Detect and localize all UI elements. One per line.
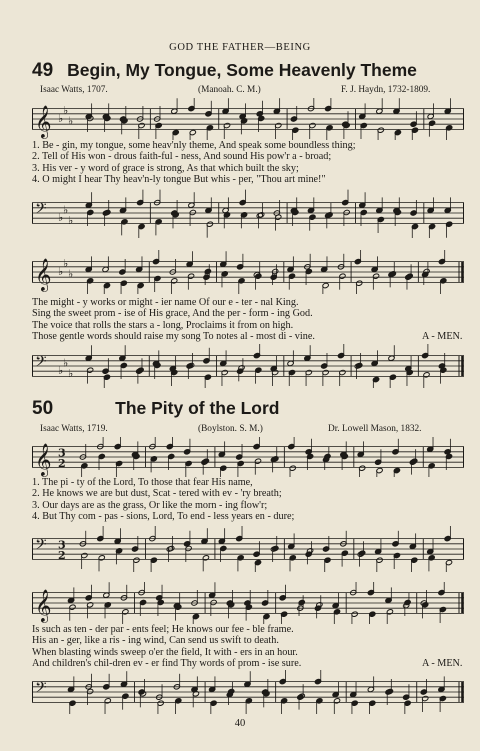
flat-icon: ♭ [58,265,64,278]
running-head: GOD THE FATHER—BEING [169,42,311,53]
flat-icon: ♭ [58,364,64,378]
author: Isaac Watts, 1707. [40,85,108,95]
treble-clef-icon: 𝄞 [35,588,52,622]
hymn-title [32,60,452,82]
verse-line-with-amen [32,658,464,669]
tune-name: (Manoah. C. M.) [198,85,261,95]
author: Isaac Watts, 1719. [40,424,108,434]
flat-icon: ♭ [63,203,69,217]
bass-clef-icon: 𝄢 [35,536,47,558]
verse-line: 3. Our days are as the grass, Or like the morn - ing flow'r; [32,499,268,511]
hymn-title-text: The Pity of the Lord [115,398,280,418]
flat-icon: ♭ [68,267,74,281]
verse-line: The might - y works or might - ier name Of our e - ter - nal King. [32,297,299,308]
music-staff [32,98,464,140]
verse-line: 3. His ver - y word of grace is strong, As that which built the sky; [32,162,299,174]
hymn-title [32,398,452,420]
lyrics-block [32,140,464,186]
lyrics-block [32,297,464,343]
time-signature-top: 3 [58,446,66,460]
time-signature-bottom: 2 [58,548,66,562]
flat-icon: ♭ [68,366,74,380]
verse-line: 2. He knows we are but dust, Scat - tered with ev - 'ry breath; [32,488,282,500]
hymn-number: 50 [32,398,54,419]
hymn-number: 49 [32,60,54,81]
composer: F. J. Haydn, 1732-1809. [341,85,431,95]
amen: A - MEN. [422,331,463,343]
hymn-title-text: Begin, My Tongue, Some Heavenly Theme [67,60,417,80]
verse-line: The voice that rolls the stars a - long, Proclaims it from on high. [32,319,294,331]
bass-clef-icon: 𝄢 [35,353,47,375]
music-staff [32,344,464,388]
music-staff [32,582,464,624]
lyrics-block [32,477,464,523]
verse-line: And children's chil-dren ev - er find Thy words of prom - ise sure. [32,658,302,670]
verse-line: 4. But Thy com - pas - sions, Lord, To end - less years en - dure; [32,511,295,523]
treble-clef-icon: 𝄞 [35,257,52,291]
verse-line: 2. Tell of His won - drous faith-ful - ness, And sound His pow'r a - broad; [32,151,332,163]
flat-icon: ♭ [63,104,69,118]
music-staff [32,250,464,294]
verse-line: Those gentle words should raise my song To notes al - most di - vine. [32,331,315,343]
music-staff [32,437,464,477]
verse-line: 1. The pi - ty of the Lord, To those that fear His name, [32,477,253,488]
verse-line: Is such as ten - der par - ents feel; He knows our fee - ble frame. [32,624,294,635]
flat-icon: ♭ [68,213,74,227]
bass-clef-icon: 𝄢 [35,679,47,701]
treble-clef-icon: 𝄞 [35,442,52,476]
bass-clef-icon: 𝄢 [35,200,47,222]
treble-clef-icon: 𝄞 [35,104,52,138]
verse-line: His an - ger, like a ris - ing wind, Can send us swift to death. [32,635,279,647]
composer: Dr. Lowell Mason, 1832. [328,424,422,434]
verse-line: Sing the sweet prom - ise of His grace, And the per - form - ing God. [32,308,313,320]
flat-icon: ♭ [63,257,69,271]
verse-line: 1. Be - gin, my tongue, some heav'nly theme, And speak some boundless thing; [32,140,356,151]
music-staff [32,188,464,238]
music-staff [32,670,464,714]
lyrics-block [32,624,464,670]
tune-name: (Boylston. S. M.) [198,424,263,434]
flat-icon: ♭ [58,112,64,125]
verse-line: 4. O might I hear Thy heav'n-ly tongue But whis - per, "Thou art mine!" [32,174,326,186]
flat-icon: ♭ [58,211,64,225]
page-number: 40 [234,718,246,729]
time-signature-top: 3 [58,538,66,552]
time-signature-bottom: 2 [58,456,66,470]
verse-line-with-amen [32,331,464,342]
verse-line: When blasting winds sweep o'er the field, It with - ers in an hour. [32,646,298,658]
flat-icon: ♭ [63,356,69,370]
amen: A - MEN. [422,658,463,670]
flat-icon: ♭ [68,114,74,128]
music-staff [32,526,464,572]
